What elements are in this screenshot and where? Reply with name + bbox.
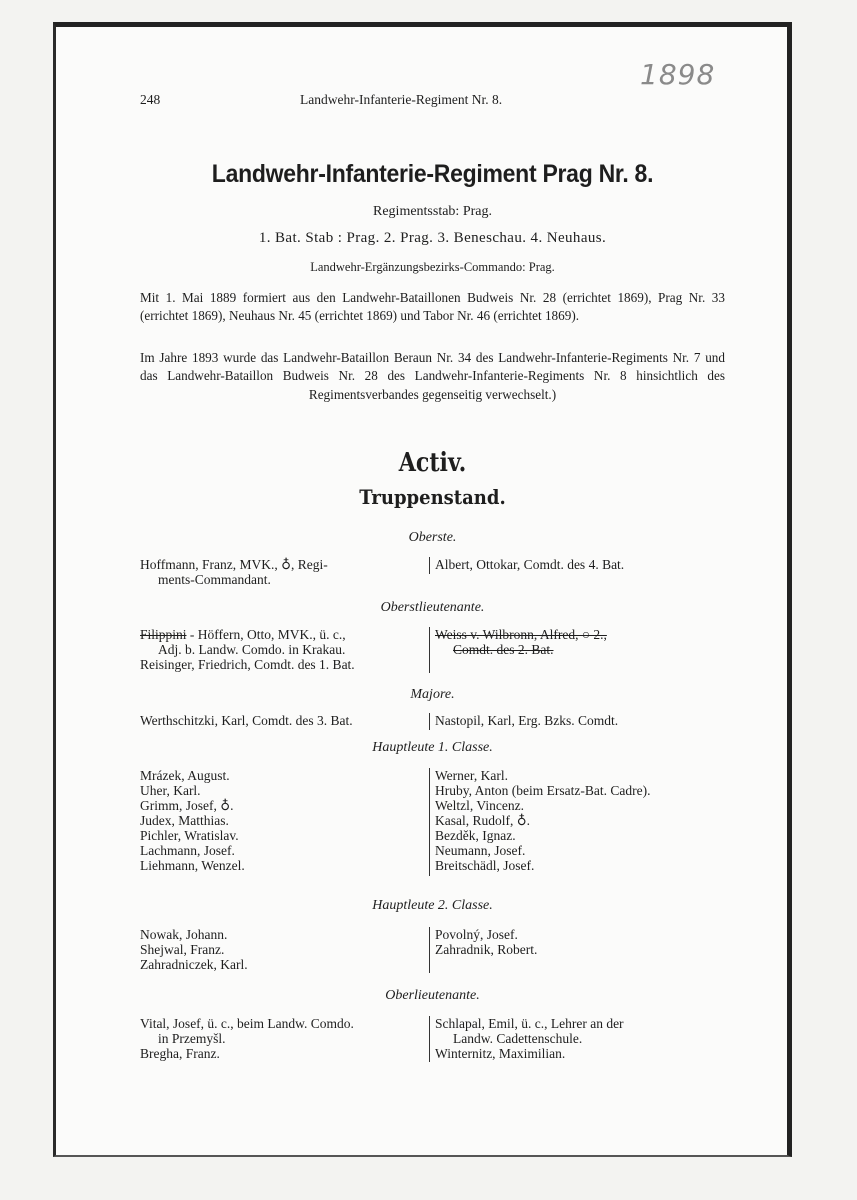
entry-line: Grimm, Josef, ♁.	[140, 798, 234, 813]
section-heading-oberste: Oberste.	[408, 530, 457, 545]
history-paragraph-1: Mit 1. Mai 1889 formiert aus den Landwehr-Bataillonen Budweis Nr. 28 (errichtet 1869), Prag Nr. 33 (errichtet 1869), Neuhaus Nr. 45 (errichtet 1869) und Tabor Nr. 46 (errichtet 1869).	[140, 290, 725, 324]
left-column	[140, 713, 423, 728]
entry-line: Werthschitzki, Karl, Comdt. des 3. Bat.	[140, 713, 353, 728]
right-column	[435, 927, 727, 957]
page-number: 248	[140, 92, 161, 107]
column-divider	[429, 627, 430, 673]
entry-line: Nowak, Johann.	[140, 927, 228, 942]
truppenstand-heading: Truppenstand.	[359, 485, 506, 509]
column-divider	[429, 557, 430, 574]
left-column	[140, 1016, 423, 1061]
pencil-year-note: 1898	[640, 58, 716, 91]
entry-line: Shejwal, Franz.	[140, 942, 225, 957]
entry-line	[140, 627, 423, 642]
entry-line: Mrázek, August.	[140, 768, 230, 783]
left-column	[140, 627, 423, 672]
column-divider	[429, 1016, 430, 1062]
left-column	[140, 768, 423, 873]
entry-line: Breitschädl, Josef.	[435, 858, 535, 873]
scanned-page	[53, 22, 792, 1157]
battalions-line: 1. Bat. Stab : Prag. 2. Prag. 3. Beneschau. 4. Neuhaus.	[258, 230, 607, 246]
column-divider	[429, 768, 430, 876]
entry-line: Bezděk, Ignaz.	[435, 828, 516, 843]
entry-line: Hruby, Anton (beim Ersatz-Bat. Cadre).	[435, 783, 651, 798]
entry-line: Kasal, Rudolf, ♁.	[435, 813, 531, 828]
left-column	[140, 557, 423, 587]
entry-line: Povolný, Josef.	[435, 927, 518, 942]
entry-line: Werner, Karl.	[435, 768, 508, 783]
entry-line: Hoffmann, Franz, MVK., ♁, Regi-	[140, 557, 328, 572]
entry-line: Adj. b. Landw. Comdo. in Krakau.	[158, 642, 346, 657]
right-column	[435, 557, 727, 572]
struck-name: Filippini	[140, 627, 187, 642]
left-column	[140, 927, 423, 972]
entry-line: Neumann, Josef.	[435, 843, 526, 858]
entry-line: Weiss v. Wilbronn, Alfred, ○ 2.,	[435, 627, 607, 642]
entry-line: Bregha, Franz.	[140, 1046, 220, 1061]
running-title: Landwehr-Infanterie-Regiment Nr. 8.	[300, 92, 503, 107]
regiment-title: Landwehr-Infanterie-Regiment Prag Nr. 8.	[211, 160, 654, 188]
entry-line: Schlapal, Emil, ü. c., Lehrer an der	[435, 1016, 624, 1031]
entry-line: in Przemyšl.	[158, 1031, 226, 1046]
section-heading-hauptleute-2: Hauptleute 2. Classe.	[372, 898, 493, 913]
entry-line: Judex, Matthias.	[140, 813, 229, 828]
right-column	[435, 768, 727, 873]
activ-heading: Activ.	[398, 448, 467, 478]
right-column	[435, 627, 727, 657]
right-column	[435, 1016, 727, 1061]
entry-line: Albert, Ottokar, Comdt. des 4. Bat.	[435, 557, 625, 572]
column-divider	[429, 713, 430, 730]
entry-line: Lachmann, Josef.	[140, 843, 235, 858]
section-heading-majore: Majore.	[410, 687, 455, 702]
entry-line: Vital, Josef, ü. c., beim Landw. Comdo.	[140, 1016, 354, 1031]
entry-line: Reisinger, Friedrich, Comdt. des 1. Bat.	[140, 657, 355, 672]
entry-line: Landw. Cadettenschule.	[453, 1031, 583, 1046]
entry-line: Pichler, Wratislav.	[140, 828, 239, 843]
section-heading-hauptleute-1: Hauptleute 1. Classe.	[372, 740, 493, 755]
right-column	[435, 713, 727, 728]
commando-line: Landwehr-Ergänzungsbezirks-Commando: Prag.	[310, 260, 555, 274]
history-paragraph-2: Im Jahre 1893 wurde das Landwehr-Bataillon Beraun Nr. 34 des Landwehr-Infanterie-Regiments Nr. 7 und das Landwehr-Bataillon Budweis Nr. 28 des Landwehr-Infanterie-Regiments Nr. 8 hinsichtlich des Regimentsverbandes gegenseitig verwechselt.)	[140, 350, 725, 402]
entry-line: Nastopil, Karl, Erg. Bzks. Comdt.	[435, 713, 619, 728]
entry-line: Zahradniczek, Karl.	[140, 957, 248, 972]
entry-line: Weltzl, Vincenz.	[435, 798, 524, 813]
section-heading-oberlieutenante: Oberlieutenante.	[385, 988, 480, 1003]
entry-text: - Höffern, Otto, MVK., ü. c.,	[186, 627, 346, 642]
entry-line: Uher, Karl.	[140, 783, 201, 798]
regimentsstab-line: Regimentsstab: Prag.	[373, 204, 492, 219]
section-heading-oberstlieutenante: Oberstlieutenante.	[380, 600, 485, 615]
entry-line: Comdt. des 2. Bat.	[453, 642, 554, 657]
entry-line: Winternitz, Maximilian.	[435, 1046, 566, 1061]
entry-line: ments-Commandant.	[158, 572, 271, 587]
entry-line: Liehmann, Wenzel.	[140, 858, 245, 873]
entry-line: Zahradnik, Robert.	[435, 942, 538, 957]
column-divider	[429, 927, 430, 973]
